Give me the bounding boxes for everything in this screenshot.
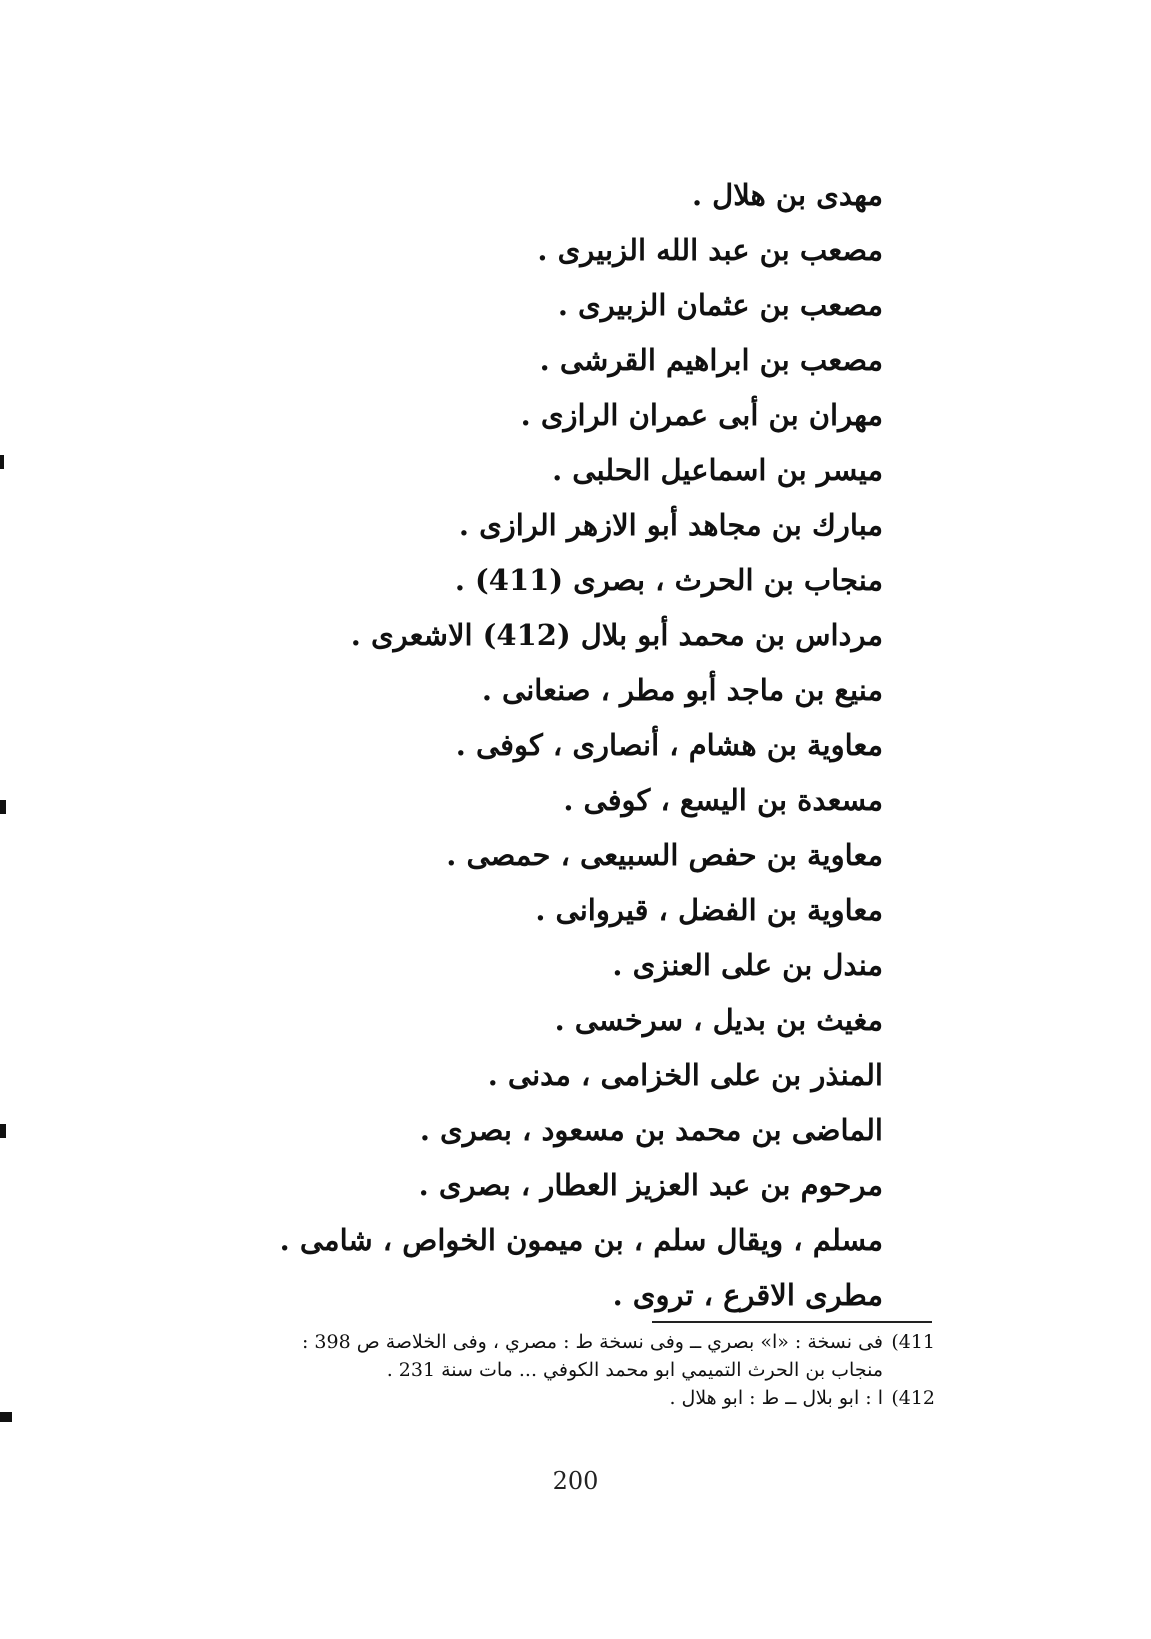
entry-line: معاوية بن حفص السبيعى ، حمصى . xyxy=(446,838,883,872)
scan-edge-mark xyxy=(0,1124,6,1138)
footnotes xyxy=(175,1328,935,1412)
entry-line: معاوية بن هشام ، أنصارى ، كوفى . xyxy=(455,728,883,762)
entry-line: مهدى بن هلال . xyxy=(691,178,883,212)
entry-line: الماضى بن محمد بن مسعود ، بصرى . xyxy=(419,1113,883,1147)
footnote-line: منجاب بن الحرث التميمي ابو محمد الكوفي ... مات سنة 231 . xyxy=(386,1359,883,1381)
entry-line: مبارك بن مجاهد أبو الازهر الرازى . xyxy=(458,508,883,542)
entry-line: مندل بن على العنزى . xyxy=(612,948,883,982)
footnote-412 xyxy=(175,1384,935,1412)
entry-line: مصعب بن عثمان الزبيرى . xyxy=(557,288,883,322)
page-number: 200 xyxy=(552,1467,599,1495)
entry-line: مرحوم بن عبد العزيز العطار ، بصرى . xyxy=(418,1168,883,1202)
footnote-line: فى نسخة : «ا» بصري ــ وفى نسخة ط : مصري ، وفى الخلاصة ص 398 : xyxy=(301,1331,883,1353)
footnote-number: (412 xyxy=(891,1387,935,1409)
scan-edge-mark xyxy=(0,455,4,469)
entry-line: مرداس بن محمد أبو بلال (412) الاشعرى . xyxy=(350,618,883,652)
entry-line: مسعدة بن اليسع ، كوفى . xyxy=(563,783,883,817)
entry-line: المنذر بن على الخزامى ، مدنى . xyxy=(487,1058,883,1092)
footnote-text xyxy=(175,1328,883,1384)
entry-line: منجاب بن الحرث ، بصرى (411) . xyxy=(454,563,883,597)
entry-list xyxy=(183,168,883,1323)
entry-line: معاوية بن الفضل ، قيروانى . xyxy=(535,893,883,927)
entry-line: مصعب بن عبد الله الزبيرى . xyxy=(537,233,883,267)
entry-line: مطرى الاقرع ، تروى . xyxy=(612,1278,883,1312)
scan-edge-mark xyxy=(0,1412,12,1422)
entry-line: ميسر بن اسماعيل الحلبى . xyxy=(552,453,883,487)
entry-line: مسلم ، ويقال سلم ، بن ميمون الخواص ، شامى . xyxy=(279,1223,883,1257)
scan-edge-mark xyxy=(0,800,6,814)
footnote-line: ا : ابو بلال ــ ط : ابو هلال . xyxy=(669,1387,883,1409)
footnote-number: (411 xyxy=(891,1331,935,1353)
footnote-separator xyxy=(652,1321,932,1323)
footnote-text xyxy=(175,1384,883,1412)
entry-line: مغيث بن بديل ، سرخسى . xyxy=(554,1003,883,1037)
footnote-411 xyxy=(175,1328,935,1384)
entry-line: منيع بن ماجد أبو مطر ، صنعانى . xyxy=(481,673,883,707)
entry-line: مصعب بن ابراهيم القرشى . xyxy=(539,343,883,377)
entry-line: مهران بن أبى عمران الرازى . xyxy=(520,398,883,432)
